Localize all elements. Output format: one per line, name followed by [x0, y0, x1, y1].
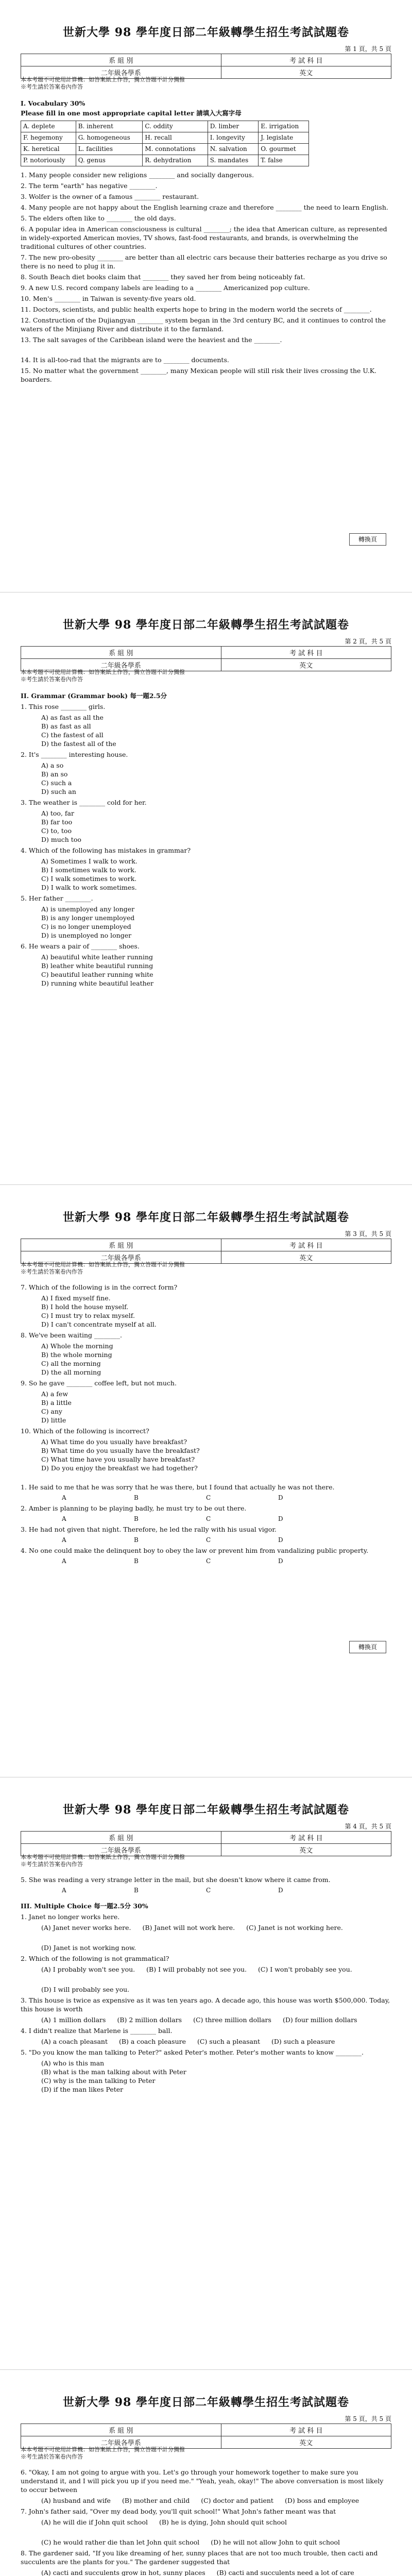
question: 4. I didn't realize that Marlene is ________ ball. — [21, 2027, 173, 2035]
options-row — [41, 2568, 391, 2576]
exam-notes — [21, 1854, 185, 1868]
letter: D — [278, 1887, 283, 1894]
section-multiple-choice — [21, 1873, 391, 2094]
option: C) beautiful leather running white — [41, 971, 153, 978]
section-title: III. Multiple Choice 每一題2.5分 30% — [21, 1902, 148, 1910]
subject-label: 考 試 科 目 — [221, 1832, 391, 1844]
page-turn-stamp: 轉換頁 — [349, 533, 386, 546]
section-grammar-cont — [21, 1281, 391, 1565]
exam-notes — [21, 669, 185, 683]
page-turn-stamp: 轉換頁 — [349, 1641, 386, 1653]
option: (B) cacti and succulents need a lot of care — [216, 2569, 354, 2576]
letter: A — [62, 1515, 66, 1522]
school-title: 世新大學 98 學年度日部二年級轉學生招生考試試題卷 — [63, 1803, 349, 1817]
question: 9. A new U.S. record company labels are leading to a ________ Americanized pop culture. — [21, 284, 310, 292]
error-letters — [21, 1536, 391, 1544]
page-number: 第 1 頁，共 5 頁 — [345, 45, 391, 53]
dept-label: 系 組 別 — [21, 1239, 221, 1251]
vocab-cell: F. hegemony — [21, 132, 76, 144]
school-title: 世新大學 98 學年度日部二年級轉學生招生考試試題卷 — [63, 26, 349, 39]
dept-value: 二年級各學系 — [21, 659, 221, 671]
option: B) far too — [41, 818, 73, 826]
vocab-cell: N. salvation — [208, 144, 258, 155]
subject-value: 英文 — [221, 1844, 391, 1856]
letter: C — [206, 1494, 211, 1501]
dept-label: 系 組 別 — [21, 2424, 221, 2436]
option: (A) cacti and succulents grow in hot, sunny places — [41, 2569, 205, 2576]
option: (D) if the man likes Peter — [41, 2086, 124, 2093]
exam-page-2 — [0, 592, 412, 1185]
question: 8. The gardener said, "If you like dreaming of her, sunny places that are not too much trouble, then cacti and succulents are the plants for you." The gardener suggested that — [21, 2549, 378, 2566]
option: (B) he is dying, John should quit school — [159, 2518, 287, 2526]
vocab-cell: T. false — [259, 155, 309, 166]
option: A) a so — [41, 761, 64, 769]
option: (A) a coach pleasant — [41, 2038, 108, 2045]
question: 7. Which of the following is in the correct form? — [21, 1283, 178, 1291]
option: D) I walk to work sometimes. — [41, 884, 137, 891]
dept-label: 系 組 別 — [21, 54, 221, 66]
subject-label: 考 試 科 目 — [221, 2424, 391, 2436]
exam-notes — [21, 76, 185, 91]
question: 10. Men's ________ in Taiwan is seventy-five years old. — [21, 295, 196, 302]
option: B) I hold the house myself. — [41, 1303, 129, 1311]
option: (D) he will not allow John to quit school — [211, 2538, 340, 2546]
school-title: 世新大學 98 學年度日部二年級轉學生招生考試試題卷 — [63, 618, 349, 632]
letter: B — [134, 1494, 139, 1501]
question: 6. He wears a pair of ________ shoes. — [21, 942, 140, 950]
options-row — [41, 1965, 391, 1994]
letter: B — [134, 1515, 139, 1522]
option: (A) he will die if John quit school — [41, 2518, 148, 2526]
vocab-cell: O. gourmet — [259, 144, 309, 155]
letter: A — [62, 1557, 66, 1565]
school-title: 世新大學 98 學年度日部二年級轉學生招生考試試題卷 — [63, 1211, 349, 1224]
dept-label: 系 組 別 — [21, 647, 221, 659]
exam-page-3 — [0, 1185, 412, 1777]
exam-notes — [21, 2446, 185, 2461]
error-letters — [21, 1494, 391, 1502]
vocab-cell: E. irrigation — [259, 121, 309, 132]
letter: C — [206, 1557, 211, 1565]
option: A) beautiful white leather running — [41, 953, 153, 961]
option: A) I fixed myself fine. — [41, 1294, 111, 1302]
dept-value: 二年級各學系 — [21, 1844, 221, 1856]
option: C) I must try to relax myself. — [41, 1312, 135, 1319]
option: (C) doctor and patient — [201, 2497, 273, 2504]
header-table — [21, 646, 391, 671]
option: C) to, too — [41, 827, 72, 835]
option: (C) such a pleasant — [197, 2038, 261, 2045]
option: (A) I probably won't see you. — [41, 1965, 135, 1973]
error-item: 3. He had not given that night. Therefore, he led the rally with his usual vigor. — [21, 1526, 277, 1533]
option: C) such a — [41, 779, 72, 787]
letter: B — [134, 1536, 139, 1544]
question: 8. South Beach diet books claim that ________ they saved her from being noticeably fat. — [21, 273, 305, 281]
vocab-cell: A. deplete — [21, 121, 76, 132]
question: 3. Wolfer is the owner of a famous ________ restaurant. — [21, 193, 199, 200]
question: 1. Many people consider new religions ________ and socially dangerous. — [21, 171, 254, 179]
header-table — [21, 2424, 391, 2449]
question: 10. Which of the following is incorrect? — [21, 1427, 149, 1435]
option: D) little — [41, 1416, 66, 1424]
vocab-table — [21, 121, 309, 166]
subject-value: 英文 — [221, 1251, 391, 1264]
option: (B) mother and child — [122, 2497, 190, 2504]
exam-page-5 — [0, 2370, 412, 2576]
note-line-2: ※考生請於答案卷內作答 — [21, 676, 83, 683]
option: A) Sometimes I walk to work. — [41, 857, 138, 865]
question: 2. The term "earth" has negative ________. — [21, 182, 158, 190]
option: A) What time do you usually have breakfast? — [41, 1438, 187, 1446]
options-row — [41, 2518, 391, 2547]
option: (C) he would rather die than let John quit school — [41, 2538, 200, 2546]
question: 6. "Okay, I am not going to argue with you. Let's go through your homework together to make sure you understand it, and I will pick you up if you need me." "Yeah, yeah, okay!" The above conversation is most likely to occur between — [21, 2468, 384, 2494]
option: B) as fast as all — [41, 722, 91, 730]
option: (B) Janet will not work here. — [142, 1924, 235, 1931]
option: (C) Janet is not working here. — [246, 1924, 343, 1931]
option: A) too, far — [41, 809, 74, 817]
page-number: 第 2 頁，共 5 頁 — [345, 638, 391, 645]
question: 2. It's ________ interesting house. — [21, 751, 128, 758]
error-item: 4. No one could make the delinquent boy to obey the law or prevent him from vandalizing public property. — [21, 1547, 369, 1554]
option: (D) such a pleasure — [271, 2038, 335, 2045]
option: (B) a coach pleasure — [118, 2038, 186, 2045]
question: 12. Construction of the Dujiangyan ________ system began in the 3rd century BC, and it continues to control the waters of the Minjiang River and distribute it to the farmland. — [21, 316, 386, 333]
question: 5. Her father ________. — [21, 894, 93, 902]
question: 9. So he gave ________ coffee left, but not much. — [21, 1379, 177, 1387]
subject-value: 英文 — [221, 66, 391, 79]
error-letters — [21, 1886, 391, 1894]
school-title: 世新大學 98 學年度日部二年級轉學生招生考試試題卷 — [63, 2396, 349, 2409]
question: 6. A popular idea in American consciousness is cultural ________; the idea that American culture, as represented in widely-exported American movies, TV shows, fast-food restaurants, and brands, is overwhelming the traditional cultures of other countries. — [21, 225, 387, 250]
section-title: I. Vocabulary 30% — [21, 99, 85, 107]
error-item: 1. He said to me that he was sorry that he was there, but I found that actually he was not there. — [21, 1483, 335, 1491]
vocab-cell: H. recall — [143, 132, 208, 144]
note-line-2: ※考生請於答案卷內作答 — [21, 83, 83, 90]
letter: A — [62, 1536, 66, 1544]
option: A) is unemployed any longer — [41, 905, 135, 913]
option: (A) who is this man — [41, 2059, 105, 2067]
vocab-cell: P. notoriously — [21, 155, 76, 166]
letter: D — [278, 1515, 283, 1522]
letter: B — [134, 1557, 139, 1565]
option: (B) I will probably not see you. — [146, 1965, 247, 1973]
question: 1. This rose ________ girls. — [21, 703, 106, 710]
option: B) the whole morning — [41, 1351, 112, 1359]
section-grammar — [21, 688, 391, 988]
option: D) I can't concentrate myself at all. — [41, 1320, 157, 1328]
question: 2. Which of the following is not grammatical? — [21, 1955, 169, 1962]
option: A) a few — [41, 1390, 68, 1398]
question: 14. It is all-too-rad that the migrants are to ________ documents. — [21, 356, 229, 364]
vocab-cell: C. oddity — [143, 121, 208, 132]
vocab-cell: K. heretical — [21, 144, 76, 155]
option: (A) husband and wife — [41, 2497, 111, 2504]
note-line-1: 本本考題不可使用計算機：如答案紙上作答，獨立答題不計分獨撥 — [21, 669, 185, 675]
page-number: 第 4 頁，共 5 頁 — [345, 1823, 391, 1830]
note-line-2: ※考生請於答案卷內作答 — [21, 2453, 83, 2460]
error-letters — [21, 1557, 391, 1565]
vocab-cell: S. mandates — [208, 155, 258, 166]
options-row — [41, 2015, 391, 2024]
option: B) leather white beautiful running — [41, 962, 153, 970]
letter: C — [206, 1536, 211, 1544]
option: D) the fastest all of the — [41, 740, 116, 748]
note-line-1: 本本考題不可使用計算機：如答案紙上作答，獨立答題不計分獨撥 — [21, 2446, 185, 2453]
option: B) is any longer unemployed — [41, 914, 135, 922]
subject-label: 考 試 科 目 — [221, 1239, 391, 1251]
note-line-2: ※考生請於答案卷內作答 — [21, 1861, 83, 1868]
question: 3. This house is twice as expensive as it was ten years ago. A decade ago, this house was worth $500,000. Today, this house is worth — [21, 1996, 390, 2013]
letter: C — [206, 1515, 211, 1522]
vocab-cell: J. legislate — [259, 132, 309, 144]
section-instruction: Please fill in one most appropriate capital letter 請填入大寫字母 — [21, 109, 242, 117]
header-table — [21, 1831, 391, 1856]
vocab-cell: G. homogeneous — [76, 132, 143, 144]
vocab-cell: D. limber — [208, 121, 258, 132]
option: (C) I won't probably see you. — [258, 1965, 352, 1973]
option: B) a little — [41, 1399, 72, 1406]
vocab-cell: L. facilities — [76, 144, 143, 155]
question: 7. John's father said, "Over my dead body, you'll quit school!" What John's father meant was that — [21, 2507, 336, 2515]
note-line-1: 本本考題不可使用計算機：如答案紙上作答，獨立答題不計分獨撥 — [21, 1261, 185, 1268]
option: (C) why is the man talking to Peter — [41, 2077, 156, 2084]
option: C) What time have you usually have breakfast? — [41, 1455, 195, 1463]
options-row — [41, 1923, 391, 1952]
letter: B — [134, 1887, 139, 1894]
vocab-cell: Q. genus — [76, 155, 143, 166]
dept-value: 二年級各學系 — [21, 1251, 221, 1264]
options-row — [41, 2496, 391, 2505]
letter: D — [278, 1536, 283, 1544]
error-letters — [21, 1515, 391, 1523]
header-table — [21, 1239, 391, 1264]
option: B) What time do you usually have the breakfast? — [41, 1447, 200, 1454]
option: A) as fast as all the — [41, 714, 104, 721]
exam-page-4 — [0, 1777, 412, 2370]
letter: C — [206, 1887, 211, 1894]
page-number: 第 5 頁，共 5 頁 — [345, 2415, 391, 2422]
option: (D) boss and employee — [284, 2497, 359, 2504]
option: D) running white beautiful leather — [41, 979, 154, 987]
question: 1. Janet no longer works here. — [21, 1913, 120, 1921]
page-number: 第 3 頁，共 5 頁 — [345, 1230, 391, 1238]
vocab-cell: R. dehydration — [143, 155, 208, 166]
option: D) is unemployed no longer — [41, 931, 132, 939]
option: D) Do you enjoy the breakfast we had together? — [41, 1464, 198, 1472]
option: C) any — [41, 1408, 62, 1415]
question: 5. "Do you know the man talking to Peter?" asked Peter's mother. Peter's mother wants to know ________. — [21, 2048, 364, 2056]
option: C) all the morning — [41, 1360, 101, 1367]
header-table — [21, 54, 391, 79]
option: (B) 2 million dollars — [117, 2016, 182, 2024]
option: (D) four million dollars — [282, 2016, 357, 2024]
dept-label: 系 組 別 — [21, 1832, 221, 1844]
subject-value: 英文 — [221, 659, 391, 671]
subject-value: 英文 — [221, 2436, 391, 2449]
dept-value: 二年級各學系 — [21, 2436, 221, 2449]
error-item: 5. She was reading a very strange letter in the mail, but she doesn't know where it came from. — [21, 1876, 331, 1884]
option: (B) what is the man talking about with Peter — [41, 2068, 186, 2076]
option: (A) 1 million dollars — [41, 2016, 106, 2024]
option: (D) Janet is not working now. — [41, 1944, 136, 1952]
question: 15. No matter what the government ________, many Mexican people will still risk their lives crossing the U.K. boarders. — [21, 367, 377, 383]
error-item: 2. Amber is planning to be playing badly, he must try to be out there. — [21, 1504, 247, 1512]
question: 8. We've been waiting ________. — [21, 1331, 122, 1339]
exam-page-1 — [0, 0, 412, 592]
options-row — [41, 2037, 391, 2046]
question: 4. Which of the following has mistakes in grammar? — [21, 846, 191, 854]
option: (D) I will probably see you. — [41, 1986, 130, 1993]
section-multiple-choice-cont — [21, 2466, 391, 2576]
subject-label: 考 試 科 目 — [221, 54, 391, 66]
vocab-cell: B. inherent — [76, 121, 143, 132]
question: 13. The salt savages of the Caribbean island were the heaviest and the ________. — [21, 336, 282, 344]
note-line-2: ※考生請於答案卷內作答 — [21, 1268, 83, 1275]
question: 7. The new pro-obesity ________ are better than all electric cars because their batteries recharge as you drive so there is no need to plug it in. — [21, 253, 387, 270]
vocab-cell: I. longevity — [208, 132, 258, 144]
letter: A — [62, 1887, 66, 1894]
vocab-cell: M. connotations — [143, 144, 208, 155]
letter: D — [278, 1557, 283, 1565]
note-line-1: 本本考題不可使用計算機：如答案紙上作答，獨立答題不計分獨撥 — [21, 76, 185, 83]
note-line-1: 本本考題不可使用計算機：如答案紙上作答，獨立答題不計分獨撥 — [21, 1854, 185, 1860]
letter: D — [278, 1494, 283, 1501]
option: D) much too — [41, 836, 81, 843]
option: B) I sometimes walk to work. — [41, 866, 136, 874]
exam-notes — [21, 1261, 185, 1276]
subject-label: 考 試 科 目 — [221, 647, 391, 659]
option: C) the fastest of all — [41, 731, 104, 739]
question: 5. The elders often like to ________ the old days. — [21, 214, 176, 222]
option: A) Whole the morning — [41, 1342, 113, 1350]
question: 3. The weather is ________ cold for her. — [21, 799, 147, 806]
letter: A — [62, 1494, 66, 1501]
dept-value: 二年級各學系 — [21, 66, 221, 79]
option: (C) three million dollars — [193, 2016, 271, 2024]
question: 11. Doctors, scientists, and public health experts hope to bring in the modern world the secrets of ________. — [21, 306, 372, 313]
section-vocabulary — [21, 96, 391, 386]
option: D) the all morning — [41, 1368, 101, 1376]
option: C) I walk sometimes to work. — [41, 875, 137, 883]
option: (A) Janet never works here. — [41, 1924, 131, 1931]
option: C) is no longer unemployed — [41, 923, 131, 930]
option: D) such an — [41, 788, 76, 795]
option: B) an so — [41, 770, 68, 778]
question: 4. Many people are not happy about the English learning craze and therefore ________ the need to learn English. — [21, 204, 388, 211]
section-title: II. Grammar (Grammar book) 每一題2.5分 — [21, 692, 167, 700]
